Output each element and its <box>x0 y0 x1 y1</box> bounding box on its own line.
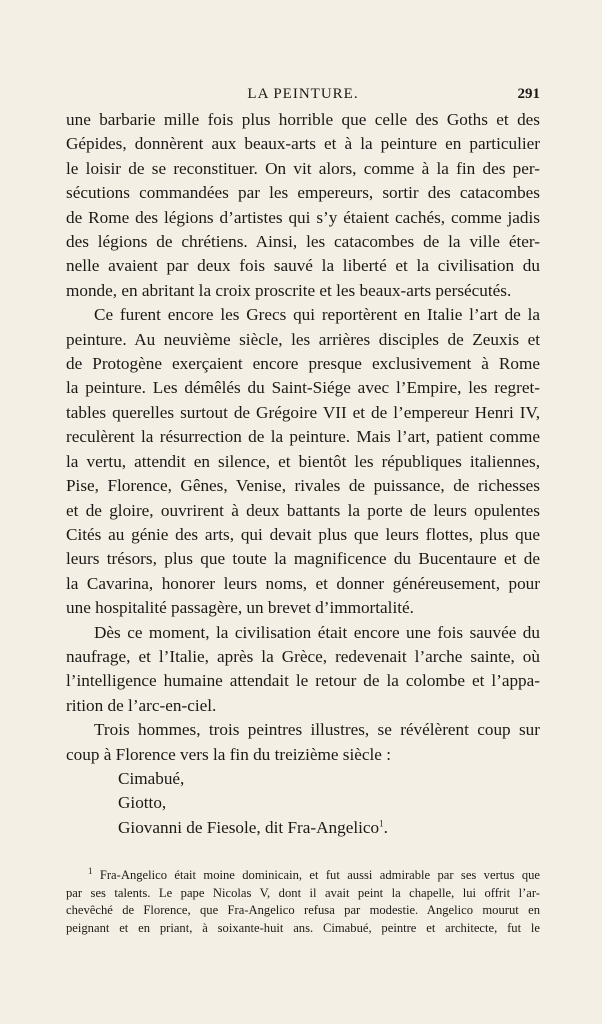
text-line: et de gloire, ouvrirent à deux battants la porte de leurs opulentes <box>66 500 540 520</box>
footnote-line: peignant et en priant, à soixante-huit ans. Cimabué, peintre et architecte, fut le <box>66 920 540 935</box>
text-line: coup à Florence vers la fin du treizième siècle : <box>66 744 391 764</box>
text-line: naufrage, et l’Italie, après la Grèce, redevenait l’arche sainte, où <box>66 646 540 666</box>
text-line: monde, en abritant la croix proscrite et les beaux-arts persécutés. <box>66 280 512 300</box>
footnote-line: chevêché de Florence, que Fra-Angelico refusa par modestie. Angelico mourut en <box>66 903 540 918</box>
running-title: LA PEINTURE. <box>247 86 359 102</box>
body-text <box>66 108 540 840</box>
verse-end: . <box>383 817 388 837</box>
text-line: sécutions commandées par les empereurs, sortir des catacombes <box>66 183 540 203</box>
text-line: rition de l’arc-en-ciel. <box>66 695 217 715</box>
text-line: Trois hommes, trois peintres illustres, se révélèrent coup sur <box>94 720 540 740</box>
text-line: Dès ce moment, la civilisation était encore une fois sauvée du <box>94 622 540 642</box>
footnote-line: par ses talents. Le pape Nicolas V, dont il avait peint la chapelle, lui offrit l’ar- <box>66 885 540 900</box>
footnote-marker: 1 <box>88 865 93 876</box>
verse-line: Giotto, <box>118 793 167 813</box>
text-line: l’intelligence humaine attendait le retour de la colombe et l’appa- <box>66 671 540 691</box>
text-line: peinture. Au neuvième siècle, les arrières disciples de Zeuxis et <box>66 329 540 349</box>
text-line: des légions de chrétiens. Ainsi, les catacombes de la ville éter- <box>66 232 540 252</box>
text-line: Pise, Florence, Gênes, Venise, rivales de puissance, de richesses <box>66 476 540 496</box>
text-line: de Rome des légions d’artistes qui s’y étaient cachés, comme jadis <box>66 207 540 227</box>
footnote-line <box>66 867 540 885</box>
footnote-reference: 1 <box>379 818 384 829</box>
page-number: 291 <box>517 86 540 102</box>
text-line: le loisir de se reconstituer. On vit alors, comme à la fin des per- <box>66 158 540 178</box>
verse-text: Giovanni de Fiesole, dit Fra-Angelico <box>118 817 380 837</box>
text-line: nelle avaient par deux fois sauvé la liberté et la civilisation du <box>66 256 540 276</box>
page-header <box>66 86 540 108</box>
text-line: Gépides, donnèrent aux beaux-arts et à la peinture en particulier <box>66 134 540 154</box>
text-line: leurs trésors, plus que toute la magnificence du Bucentaure et de <box>66 549 540 569</box>
text-line: de Protogène exerçaient encore presque exclusivement à Rome <box>66 354 540 374</box>
footnotes <box>66 867 540 937</box>
text-line: la Cavarina, honorer leurs noms, et donner généreusement, pour <box>66 573 540 593</box>
text-line: une barbarie mille fois plus horrible que celle des Goths et des <box>66 110 540 129</box>
text-line: reculèrent la résurrection de la peinture. Mais l’art, patient comme <box>66 427 540 447</box>
text-line: Ce furent encore les Grecs qui reportèrent en Italie l’art de la <box>94 305 540 325</box>
text-line: une hospitalité passagère, un brevet d’immortalité. <box>66 598 414 618</box>
text-line: la peinture. Les démêlés du Saint-Siége avec l’Empire, les regret- <box>66 378 540 398</box>
verse-line <box>66 816 540 840</box>
text-line: tables querelles surtout de Grégoire VII et de l’empereur Henri IV, <box>66 402 540 422</box>
text-line: Cités au génie des arts, qui devait plus que leurs flottes, plus que <box>66 524 540 544</box>
text-line: la vertu, attendit en silence, et bientôt les républiques italiennes, <box>66 451 540 471</box>
verse-line: Cimabué, <box>118 768 185 788</box>
footnote-text: Fra-Angelico était moine dominicain, et fut aussi admirable par ses vertus que <box>92 868 540 882</box>
